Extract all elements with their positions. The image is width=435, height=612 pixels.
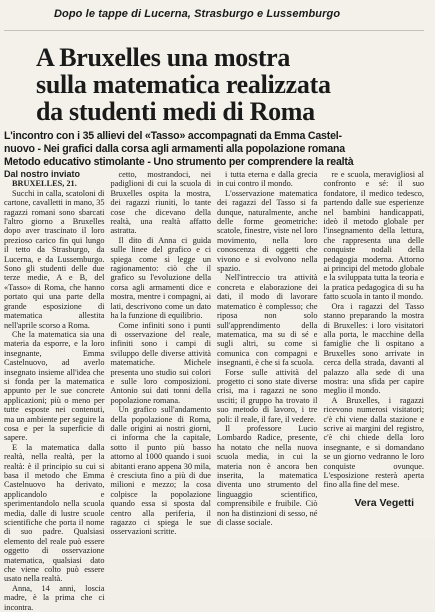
paragraph: i tutta eterna e dalla grecia in cui contro il mondo. xyxy=(217,170,318,189)
paragraph: Nell'intreccio tra attività concreta e elaborazione dei dati, il modo di lavorare matematico è complesso; che riposa non solo sull'apprendimento della matematica, ma su di sé e sugli altri, su come si comunica con compagni e insegnanti, è che si fa scuola. xyxy=(217,273,318,368)
article-column-1 xyxy=(4,169,105,612)
paragraph: E la matematica dalla realtà, nella realtà, per la realtà: è il principio su cui si basa il metodo che Emma Castelnuovo ha derivato, applicandolo e sperimentandolo nella scuola media, dalle di lustre scuole scientifiche che porta il nome di suo padre. Qualsiasi elemento del reale può essere oggetto di osservazione matematica, qualsiasi dato che viene colto può essere usato nella realtà. xyxy=(4,442,105,584)
headline-line: A Bruxelles una mostra xyxy=(36,43,291,72)
dateline: BRUXELLES, 21. xyxy=(12,179,77,189)
article-body xyxy=(4,169,424,612)
paragraph: A Bruxelles, i ragazzi ricevono numerosi visitatori; c'è chi viene dalla stazione e scrive ai margini del registro, c'è chi chiede della loro insegnante, e si domandano se un giorno vedranno le loro conquiste ovunque. L'esposizione resterà aperta fino alla fine del mese. xyxy=(323,395,424,490)
article-kicker: Dopo le tappe di Lucerna, Strasburgo e Lussemburgo xyxy=(54,8,341,20)
paragraph: Che la matematica sia una materia da esporre, e la loro insegnante, Emma Castelnuovo, ad averlo insegnato insieme all'idea che si fonda per la matematica appunto per le sue concrete applicazioni; più o meno per tutte esposte nei contenuti, ma un ambiente per seguire la cosa e per la superficie di sapere. xyxy=(4,329,105,443)
paragraph: Ora i ragazzi del Tasso stanno preparando la mostra di Bruxelles: i loro visitatori alla porta, le macchine della famiglie che li ospitano a Bruxelles sono arrivate in cerca della strada, davanti al palazzo alla sede di una mostra: una sfida per capire meglio il mondo. xyxy=(323,301,424,396)
divider-rule xyxy=(4,30,424,31)
article-column-3 xyxy=(217,170,318,530)
paragraph: Il professore Lucio Lombardo Radice, presente, ha notato che nella nuova scuola media, in cui la materia non è ancora ben inserita, la matematica diventa uno strumento del linguaggio scientifico, comprensibile e fruibile. Ciò non ha distinzioni di sesso, né di classe sociale. xyxy=(217,423,318,528)
headline-line: da studenti medi di Roma xyxy=(36,97,315,126)
paragraph: Succhi in calla, scatoloni di cartone, cavalletti in mano, 35 ragazzi romani sono sbarcati l'altro giorno a Bruxelles dopo aver trascinato il loro prezioso carico fin qui lungo il tetto da Strasburgo, da Lucerna, e da Lussemburgo. Sono gli studenti delle due terze medie, A e B, del «Tasso» di Roma, che hanno portato qui una parte della grande esposizione di matematica allestita nell'aprile scorso a Roma. xyxy=(4,188,105,330)
paragraph: cetto, mostrandoci, nei padiglioni di cui la scuola di Bruxelles ospita la mostra, dei ragazzi riuniti, lo tante cose che dicevano della realtà, una realtà affatto astratta. xyxy=(110,170,211,236)
article-headline xyxy=(36,44,406,125)
paragraph: Il dito di Anna ci guida sulle linee del grafico e ci spiega come si legge un ragionamento: ciò che il grafico su l'evoluzione della corsa agli armamenti dice e mostra, mentre i compagni, ai lati, descrivono come un dato ha la funzione di equilibrio. xyxy=(110,235,211,321)
subhead-line: Metodo educativo stimolante - Uno strumento per comprendere la realtà xyxy=(4,156,354,168)
article-subhead xyxy=(4,130,412,169)
headline-line: sulla matematica realizzata xyxy=(36,70,331,99)
article-column-4 xyxy=(324,170,425,530)
paragraph: L'osservazione matematica dei ragazzi del Tasso si fa dunque, naturalmente, anche delle forme geometriche: scatole, finestre, viste nel loro movimento, nella loro conoscenza di oggetti che vivono e si evolvono nella spazio. xyxy=(217,188,318,274)
article-column-2 xyxy=(110,170,212,537)
paragraph: Anna, 14 anni, loscia madre, è la prima che ci incontra. xyxy=(4,583,105,612)
paragraph: Un grafico sull'andamento della popolazione di Roma, dalle origini ai nostri giorni, ci informa che la capitale, sotto il punto più basso attorno al 1000 quando i suoi abitanti erano appena 30 mila, è cresciuta fino a più di due milioni e mezzo; la cosa colpisce la popolazione quando essa si sposta dal centro alla periferia, il ragazzo ci spiega le sue osservazioni scritte. xyxy=(110,405,211,537)
paragraph: Forse sulle attività del progetto ci sono state diverse crisi, ma i ragazzi ne sono usciti; il gruppo ha trovato il suo metodo di lavoro, i tre poli: il reale, il fare, il vedere. xyxy=(217,367,318,424)
paragraph: Come infiniti sono i punti di osservazione del reale, infiniti sono i campi di sviluppo delle diverse attività matematiche. Michele presenta uno studio sui colori e sulle loro composizioni. Antonio sui dati tonni della popolazione romana. xyxy=(110,320,211,405)
subhead-line: nuovo - Nei grafici dalla corsa agli armamenti alla popolazione romana xyxy=(4,143,345,155)
subhead-line: L'incontro con i 35 allievi del «Tasso» accompagnati da Emma Castel- xyxy=(4,130,342,142)
author-signature: Vera Vegetti xyxy=(351,497,417,509)
byline: Dal nostro inviato xyxy=(4,169,81,179)
paragraph: re e scuola, meravigliosi al confronto e sé: il suo fondatore, il medico tedesco, partendo dalle sue esperienze nel bambini handicappati, ideò il metodo globale per l'insegnamento della lettura, che rappresenta una delle conquiste nodali della pedagogia moderna. Attorno ai principi del metodo globale e la sviluppata tutta la teoria e la pratica pedagogica di su ha fatto scuola in tanto il mondo. xyxy=(323,170,424,302)
